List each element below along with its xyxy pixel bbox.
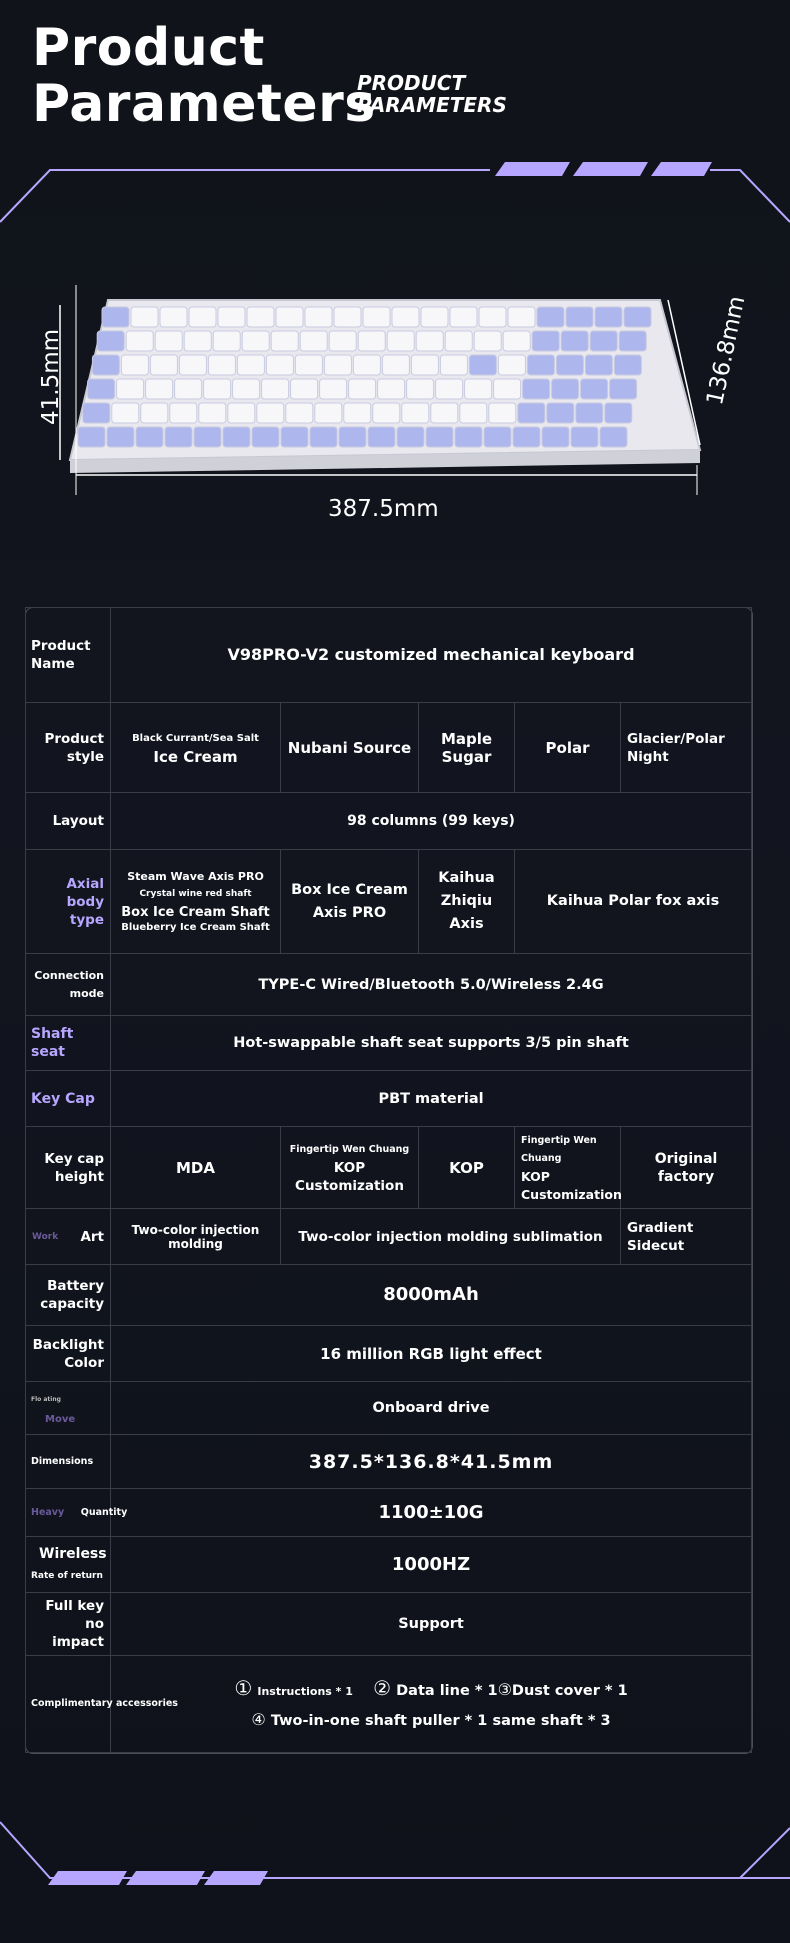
keycap [576, 403, 603, 423]
weight-label: Quantity [80, 1506, 128, 1518]
row-key-cap [26, 1071, 752, 1127]
value-shaft-seat: Hot-swappable shaft seat supports 3/5 pin shaft [111, 1016, 752, 1071]
keycap [614, 355, 641, 375]
value-key-cap: PBT material [111, 1071, 752, 1127]
row-layout [26, 793, 752, 850]
keycap [382, 355, 409, 375]
row-product-style [26, 703, 752, 793]
keycap [305, 307, 332, 327]
weight-faded: Heavy [31, 1506, 65, 1518]
keycap [179, 355, 206, 375]
keycap [460, 403, 487, 423]
keycap [373, 403, 400, 423]
accessory-4: Two-in-one shaft puller * 1 same shaft * 3 [270, 1712, 611, 1729]
axial-steam-wave: Steam Wave Axis PRO [127, 869, 264, 883]
art-col-3: Gradient Sidecut [621, 1209, 752, 1265]
keycap [117, 379, 144, 399]
keycap [213, 331, 240, 351]
keycap [88, 379, 115, 399]
keycap [320, 379, 347, 399]
keycap [204, 379, 231, 399]
keycap [440, 355, 467, 375]
height-kop-custom-2-small: Fingertip Wen Chuang [521, 1134, 597, 1164]
keycap [102, 307, 129, 327]
value-backlight: 16 million RGB light effect [111, 1326, 752, 1382]
style-ice-cream [111, 703, 281, 793]
accessory-number-3: ③ [497, 1679, 512, 1699]
keycap [266, 355, 293, 375]
keycap [141, 403, 168, 423]
keycap [426, 427, 453, 447]
keycap [600, 427, 627, 447]
label-layout: Layout [26, 793, 111, 850]
style-maple: Maple Sugar [419, 703, 515, 793]
title-line-1: Product [32, 18, 265, 78]
label-shaft-seat: Shaft seat [26, 1016, 111, 1071]
keycap [223, 427, 250, 447]
row-dimensions [26, 1435, 752, 1489]
keycap [83, 403, 110, 423]
keycap [358, 331, 385, 351]
keycap [160, 307, 187, 327]
keycap [281, 427, 308, 447]
keycap [310, 427, 337, 447]
keycap [276, 307, 303, 327]
keycap [237, 355, 264, 375]
keycap [436, 379, 463, 399]
keycap [271, 331, 298, 351]
keycap [523, 379, 550, 399]
style-glacier: Glacier/Polar Night [621, 703, 752, 793]
value-wireless: 1000HZ [111, 1537, 752, 1593]
label-full-key: Full key no impact [26, 1593, 111, 1656]
accessory-3: Dust cover * 1 [511, 1682, 628, 1699]
keycap [585, 355, 612, 375]
row-art [26, 1209, 752, 1265]
label-accessories: Complimentary accessories [26, 1656, 111, 1753]
keycap [571, 427, 598, 447]
keycap [624, 307, 651, 327]
row-product-name [26, 608, 752, 703]
keycap [150, 355, 177, 375]
keycap [233, 379, 260, 399]
art-label: Art [80, 1228, 104, 1245]
keycap [527, 355, 554, 375]
keycap [344, 403, 371, 423]
keycap [257, 403, 284, 423]
label-product-name: Product Name [26, 608, 111, 703]
accessory-number-4: ④ [251, 1709, 266, 1729]
keycap [605, 403, 632, 423]
style-ice-cream-small: Black Currant/Sea Salt [132, 732, 259, 744]
keycap [508, 307, 535, 327]
height-dimension: 41.5mm [38, 328, 64, 425]
keycap [353, 355, 380, 375]
keycap [199, 403, 226, 423]
spec-table [25, 607, 752, 1753]
width-dimension: 387.5mm [328, 496, 439, 522]
height-original: Original factory [621, 1127, 752, 1209]
label-key-cap-height: Key cap height [26, 1127, 111, 1209]
keycap [484, 427, 511, 447]
height-kop-custom-2-main: KOP Customization [521, 1168, 622, 1202]
keycap [286, 403, 313, 423]
keycap [175, 379, 202, 399]
keycap [218, 307, 245, 327]
axial-col-3: Kaihua Zhiqiu Axis [419, 850, 515, 954]
keycap [469, 355, 496, 375]
row-accessories [26, 1656, 752, 1753]
art-col-2: Two-color injection molding sublimation [281, 1209, 621, 1265]
keycap [518, 403, 545, 423]
height-kop-custom-2 [515, 1127, 621, 1209]
value-connection: TYPE-C Wired/Bluetooth 5.0/Wireless 2.4G [111, 954, 752, 1016]
keycap [112, 403, 139, 423]
axial-col-1 [111, 850, 281, 954]
keycap [92, 355, 119, 375]
keycap [590, 331, 617, 351]
keycap [450, 307, 477, 327]
keycap [363, 307, 390, 327]
keycap [368, 427, 395, 447]
keycap [445, 331, 472, 351]
keycap [165, 427, 192, 447]
keycap [619, 331, 646, 351]
row-wireless [26, 1537, 752, 1593]
keycap [329, 331, 356, 351]
keycap [547, 403, 574, 423]
value-weight: 1100±10G [111, 1489, 752, 1537]
accessory-1: Instructions * 1 [257, 1684, 353, 1698]
keycap [532, 331, 559, 351]
keycap [339, 427, 366, 447]
keycap [556, 355, 583, 375]
height-kop-custom-1-small: Fingertip Wen Chuang [289, 1143, 410, 1155]
label-art [26, 1209, 111, 1265]
axial-col-2: Box Ice Cream Axis PRO [281, 850, 419, 954]
keycap [431, 403, 458, 423]
style-ice-cream-main: Ice Cream [153, 747, 238, 766]
keycap [566, 307, 593, 327]
keycap [121, 355, 148, 375]
value-dimensions: 387.5*136.8*41.5mm [111, 1435, 752, 1489]
keycap [474, 331, 501, 351]
keycap [242, 331, 269, 351]
keycap [407, 379, 434, 399]
keycap [126, 331, 153, 351]
wireless-label-small: Rate of return [31, 1570, 103, 1581]
row-backlight [26, 1326, 752, 1382]
keycap [455, 427, 482, 447]
keycap [465, 379, 492, 399]
keycap [107, 427, 134, 447]
keycap [552, 379, 579, 399]
keycap [402, 403, 429, 423]
keycap [387, 331, 414, 351]
keycap [349, 379, 376, 399]
keycap [300, 331, 327, 351]
keycap [411, 355, 438, 375]
keycap [537, 307, 564, 327]
keycap [498, 355, 525, 375]
keycap [247, 307, 274, 327]
value-layout: 98 columns (99 keys) [111, 793, 752, 850]
keycap [295, 355, 322, 375]
keycap [610, 379, 637, 399]
keycap [378, 379, 405, 399]
axial-blueberry: Blueberry Ice Cream Shaft [121, 921, 270, 933]
subtitle-line-2: PARAMETERS [357, 93, 507, 117]
keycap [489, 403, 516, 423]
label-key-cap: Key Cap [26, 1071, 111, 1127]
label-backlight: Backlight Color [26, 1326, 111, 1382]
height-kop-custom-1 [281, 1127, 419, 1209]
accessories-line-1 [117, 1674, 745, 1706]
keycap [479, 307, 506, 327]
value-accessories [111, 1656, 752, 1753]
axial-crystal: Crystal wine red shaft [139, 888, 252, 899]
label-weight [26, 1489, 128, 1537]
row-drive [26, 1382, 752, 1435]
keycap [78, 427, 105, 447]
value-full-key: Support [111, 1593, 752, 1656]
depth-dimension: 136.8mm [702, 293, 751, 408]
keycap [136, 427, 163, 447]
keycap [262, 379, 289, 399]
value-drive: Onboard drive [111, 1382, 752, 1435]
axial-col-4: Kaihua Polar fox axis [515, 850, 752, 954]
keycap [184, 331, 211, 351]
keycap [421, 307, 448, 327]
keycap [194, 427, 221, 447]
keycap [494, 379, 521, 399]
keycap [252, 427, 279, 447]
keycap [155, 331, 182, 351]
keycap [189, 307, 216, 327]
keycap [397, 427, 424, 447]
art-col-1: Two-color injection molding [111, 1209, 281, 1265]
keycap [97, 331, 124, 351]
style-polar: Polar [515, 703, 621, 793]
drive-faded-2: Move [45, 1413, 76, 1425]
keycap [291, 379, 318, 399]
row-key-cap-height [26, 1127, 752, 1209]
keycap [131, 307, 158, 327]
keycap [542, 427, 569, 447]
art-faded: Work [32, 1231, 59, 1242]
subtitle-line-1: PRODUCT [357, 71, 466, 95]
title-line-2: Parameters [32, 74, 376, 134]
value-battery: 8000mAh [111, 1265, 752, 1326]
keycap [228, 403, 255, 423]
label-connection: Connection mode [26, 954, 111, 1016]
row-battery [26, 1265, 752, 1326]
keycap [581, 379, 608, 399]
keycap [561, 331, 588, 351]
keycap [595, 307, 622, 327]
keycap [334, 307, 361, 327]
label-wireless [26, 1537, 111, 1593]
label-axial: Axial body type [26, 850, 111, 954]
row-shaft-seat [26, 1016, 752, 1071]
label-battery: Battery capacity [26, 1265, 111, 1326]
row-weight [26, 1489, 752, 1537]
wireless-label: Wireless [39, 1545, 107, 1562]
keycap [208, 355, 235, 375]
style-nubani: Nubani Source [281, 703, 419, 793]
keycap [315, 403, 342, 423]
accessory-2: Data line * 1 [396, 1682, 498, 1699]
keycap [513, 427, 540, 447]
accessories-line-2 [117, 1706, 745, 1735]
row-axial [26, 850, 752, 954]
row-connection [26, 954, 752, 1016]
keycap [503, 331, 530, 351]
keycap [392, 307, 419, 327]
label-product-style: Product style [26, 703, 111, 793]
label-dimensions: Dimensions [26, 1435, 111, 1489]
keycap [416, 331, 443, 351]
height-kop: KOP [419, 1127, 515, 1209]
height-mda: MDA [111, 1127, 281, 1209]
accessory-number-1: ① [234, 1675, 253, 1700]
label-drive [26, 1382, 111, 1435]
accessory-number-2: ② [373, 1675, 392, 1700]
keycap [146, 379, 173, 399]
height-kop-custom-1-main: KOP Customization [295, 1159, 404, 1194]
row-full-key [26, 1593, 752, 1656]
value-product-name: V98PRO-V2 customized mechanical keyboard [111, 608, 752, 703]
axial-box-ice: Box Ice Cream Shaft [121, 904, 270, 920]
keycap [170, 403, 197, 423]
keycap [324, 355, 351, 375]
drive-faded-1: Flo ating [31, 1395, 61, 1403]
